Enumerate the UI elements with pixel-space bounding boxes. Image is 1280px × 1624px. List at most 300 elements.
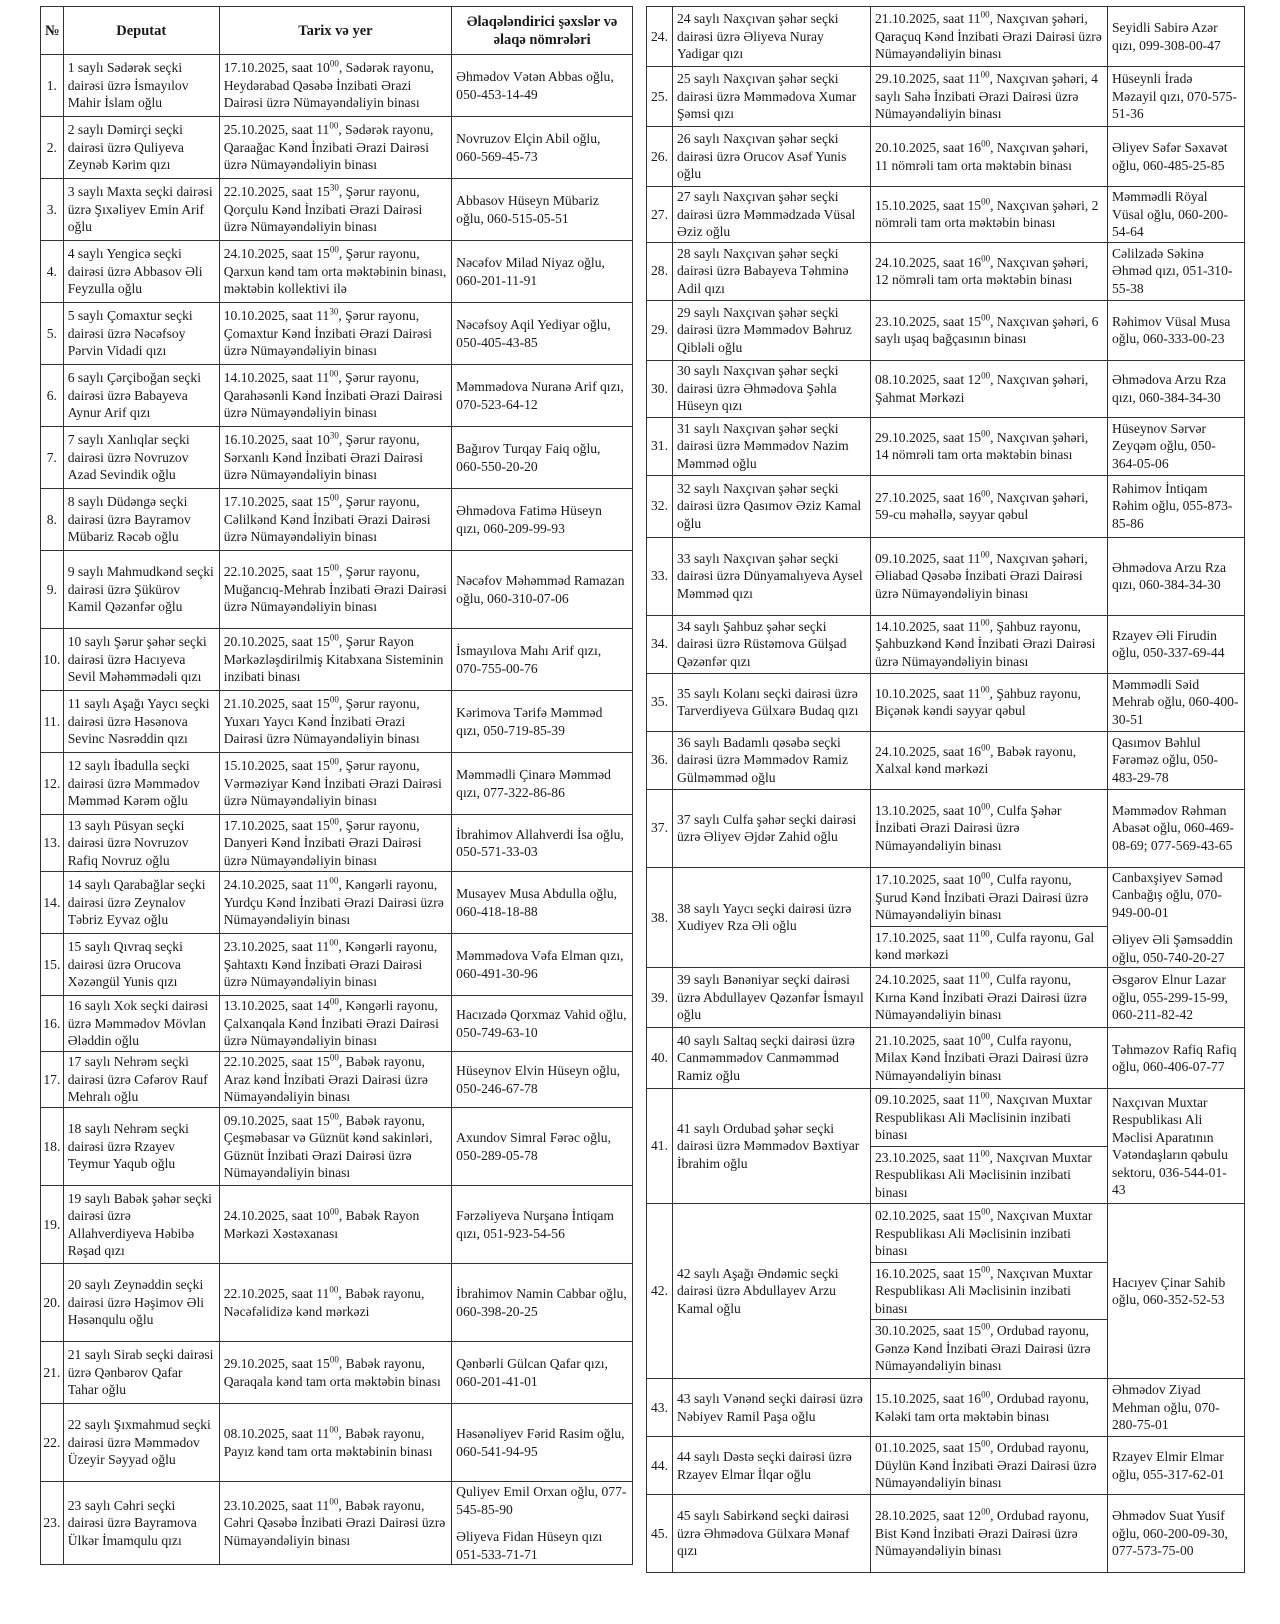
contact-cell: [1108, 1028, 1245, 1089]
contact-entry: Rzayev Elmir Elmar oğlu, 055-317-62-01: [1112, 1449, 1225, 1482]
date-place-cell: [871, 1379, 1108, 1437]
table-header-row: [41, 7, 633, 55]
time-minutes: 00: [981, 370, 991, 381]
row-number: 39.: [647, 968, 673, 1028]
place-text: , Ordubad rayonu, Kələki tam orta məktəbin binası: [875, 1391, 1090, 1424]
contact-entry: Cəlilzadə Səkinə Əhməd qızı, 051-310-55-38: [1112, 245, 1233, 296]
contact-cell: [452, 303, 633, 365]
date-place-entry: [875, 743, 1103, 778]
row-number: 32.: [647, 475, 673, 537]
contact-cell: [1108, 789, 1245, 867]
row-number: 12.: [41, 753, 64, 815]
date-place-cell: [219, 1482, 451, 1565]
place-text: , Culfa rayonu, Gal kənd mərkəzi: [875, 929, 1095, 962]
table-row: [647, 67, 1245, 127]
place-text: , Şərur rayonu, Vərməziyar Kənd İnzibati Ərazi Dairəsi üzrə Nümayəndəliyin binası: [223, 758, 442, 809]
table-row: [647, 475, 1245, 537]
time-minutes: 00: [981, 487, 991, 498]
date-place-entry: [875, 197, 1103, 232]
table-row: [647, 1204, 1245, 1379]
table-row: [41, 815, 633, 872]
contact-entry: Nəcəfov Məhəmməd Ramazan oğlu, 060-310-07-06: [456, 573, 625, 606]
time-minutes: 00: [329, 632, 339, 643]
row-number: 3.: [41, 179, 64, 241]
contact-entry: Rəhimov Vüsal Musa oğlu, 060-333-00-23: [1112, 313, 1231, 346]
date-place-entry: [224, 1053, 447, 1106]
date-time-text: 21.10.2025, saat 11: [875, 11, 981, 27]
deputy-cell: 16 saylı Xok seçki dairəsi üzrə Məmmədov Mövlan Ələddin oğlu: [63, 996, 219, 1052]
place-text: , Şərur rayonu, Qarahəsənli Kənd İnzibati Ərazi Dairəsi üzrə Nümayəndəliyin binası: [223, 370, 443, 421]
deputy-cell: 35 saylı Kolanı seçki dairəsi üzrə Tarverdiyeva Gülxarə Budaq qızı: [673, 673, 871, 731]
date-place-cell: [219, 1404, 451, 1482]
time-minutes: 00: [329, 694, 339, 705]
time-minutes: 00: [981, 1031, 991, 1042]
date-time-text: 14.10.2025, saat 11: [223, 370, 330, 386]
time-minutes: 00: [981, 870, 991, 881]
date-time-text: 08.10.2025, saat 12: [875, 372, 982, 387]
date-place-cell: [871, 1437, 1108, 1495]
date-place-cell: [871, 187, 1108, 243]
date-place-cell: [871, 867, 1108, 968]
place-text: , Ordubad rayonu, Gənzə Kənd İnzibati Ərazi Dairəsi üzrə Nümayəndəliyin binası: [875, 1323, 1091, 1374]
row-number: 16.: [41, 996, 64, 1052]
contact-entry: Əhmədova Fatimə Hüseyn qızı, 060-209-99-93: [456, 503, 602, 536]
contact-cell: [1108, 1437, 1245, 1495]
date-time-text: 17.10.2025, saat 10: [223, 60, 330, 76]
time-minutes: 00: [329, 1052, 339, 1063]
table-row: [647, 1028, 1245, 1089]
row-number: 15.: [41, 934, 64, 996]
table-row: [647, 417, 1245, 475]
time-minutes: 00: [329, 1496, 339, 1507]
date-place-entry: [875, 871, 1103, 924]
date-time-text: 10.10.2025, saat 11: [875, 685, 981, 701]
place-text: , Babək rayonu, Çeşməbasar və Güznüt kənd sakinləri, Güznüt İnzibati Ərazi Dairəsi üzrə Nümayəndəliyin binası: [223, 1112, 433, 1180]
date-place-cell: [219, 117, 451, 179]
date-time-text: 22.10.2025, saat 11: [223, 1286, 330, 1301]
deputy-cell: 21 saylı Sirab seçki dairəsi üzrə Qənbərov Qafar Tahar oğlu: [63, 1342, 219, 1404]
time-minutes: 00: [329, 816, 339, 827]
place-text: , Naxçıvan şəhəri, 2 nömrəli tam orta məktəbin binası: [875, 197, 1099, 231]
date-time-text: 09.10.2025, saat 11: [875, 550, 981, 566]
time-minutes: 00: [329, 58, 339, 69]
contact-entry: Rəhimov İntiqam Rəhim oğlu, 055-873-85-86: [1112, 480, 1233, 531]
contact-cell: [452, 551, 633, 629]
date-place-entry: [875, 254, 1103, 289]
date-time-text: 08.10.2025, saat 11: [223, 1426, 330, 1441]
row-number: 28.: [647, 242, 673, 300]
contact-entry: Əliyev Əli Şəmsəddin oğlu, 050-740-20-27: [1112, 932, 1233, 965]
table-row: [647, 7, 1245, 67]
place-text: , Naxçıvan şəhəri, 4 saylı Sahə İnzibati Ərazi Dairəsi üzrə Nümayəndəliyin binası: [875, 71, 1098, 122]
deputy-cell: 19 saylı Babək şəhər seçki dairəsi üzrə Allahverdiyeva Həbibə Rəşad qızı: [63, 1186, 219, 1264]
deputy-cell: 17 saylı Nehrəm seçki dairəsi üzrə Cəfərov Rauf Mehralı oğlu: [63, 1052, 219, 1108]
place-text: , Şahbuz rayonu, Biçənək kəndi səyyar qəbul: [875, 685, 1081, 718]
place-text: , Şərur Rayon Mərkəzləşdirilmiş Kitabxana Sisteminin inzibati binası: [223, 634, 444, 685]
deputy-cell: 18 saylı Nehrəm seçki dairəsi üzrə Rzayev Teymur Yaqub oğlu: [63, 1108, 219, 1186]
place-text: , Şərur rayonu, Danyeri Kənd İnzibati Ərazi Dairəsi üzrə Nümayəndəliyin binası: [223, 817, 422, 868]
contact-entry: Rzayev Əli Firudin oğlu, 050-337-69-44: [1112, 627, 1225, 660]
date-place-entry: [224, 1112, 447, 1182]
row-number: 23.: [41, 1482, 64, 1565]
place-text: , Şərur rayonu, Muğancıq-Mehrab İnzibati Ərazi Dairəsi üzrə Nümayəndəliyin binası: [223, 564, 447, 615]
date-place-cell: [871, 417, 1108, 475]
table-row: [647, 789, 1245, 867]
date-time-text: 17.10.2025, saat 15: [223, 817, 330, 833]
place-text: , Kəngərli rayonu, Yurdçu Kənd İnzibati Ərazi Dairəsi üzrə Nümayəndəliyin binası: [223, 877, 444, 928]
time-minutes: 00: [329, 1110, 339, 1121]
date-place-entry: [875, 685, 1103, 720]
place-text: , Naxçıvan şəhəri, 12 nömrəli tam orta məktəbin binası: [875, 254, 1089, 287]
contact-entry: Əhmədova Arzu Rza qızı, 060-384-34-30: [1112, 559, 1226, 592]
row-number: 42.: [647, 1204, 673, 1379]
place-text: , Babək Rayon Mərkəzi Xəstəxanası: [223, 1208, 420, 1241]
time-minutes: 00: [981, 741, 991, 752]
table-row: [41, 241, 633, 303]
contact-cell: [1108, 1379, 1245, 1437]
time-minutes: 00: [980, 69, 990, 80]
row-number: 13.: [41, 815, 64, 872]
date-time-text: 10.10.2025, saat 11: [223, 308, 330, 324]
place-text: , Babək rayonu, Araz kənd İnzibati Ərazi Dairəsi üzrə Nümayəndəliyin binası: [223, 1054, 428, 1105]
date-place-cell: [219, 1342, 451, 1404]
contact-cell: [1108, 187, 1245, 243]
date-place-cell: [219, 55, 451, 117]
table-row: [647, 1379, 1245, 1437]
contact-cell: [452, 1186, 633, 1264]
date-place-entry: [875, 429, 1103, 464]
place-text: , Şərur rayonu, Sərxanlı Kənd İnzibati Ərazi Dairəsi üzrə Nümayəndəliyin binası: [223, 432, 424, 483]
contact-entry: Naxçıvan Muxtar Respublikası Ali Məclisi Aparatının Vətəndaşların qəbulu sektoru, 036-544-01-43: [1112, 1094, 1228, 1197]
place-text: , Naxçıvan şəhəri, Əliabad Qəsəbə İnzibati Ərazi Dairəsi üzrə Nümayəndəliyin binası: [875, 550, 1088, 601]
row-number: 29.: [647, 300, 673, 360]
contact-cell: [1108, 360, 1245, 417]
contact-cell: [452, 55, 633, 117]
contact-cell: [1108, 673, 1245, 731]
row-number: 33.: [647, 537, 673, 615]
date-place-entry: [224, 1355, 447, 1390]
contact-entry: Hacızadə Qorxmaz Vahid oğlu, 050-749-63-10: [456, 1007, 627, 1040]
row-number: 25.: [647, 67, 673, 127]
contact-entry: Hacıyev Çinar Sahib oğlu, 060-352-52-53: [1112, 1274, 1226, 1307]
row-number: 11.: [41, 691, 64, 753]
deputy-cell: 34 saylı Şahbuz şəhər seçki dairəsi üzrə Rüstəmova Gülşad Qəzənfər qızı: [673, 615, 871, 673]
deputy-cell: 24 saylı Naxçıvan şəhər seçki dairəsi üzrə Əliyeva Nuray Yadigar qızı: [673, 7, 871, 67]
contact-entry: Məmmədova Vəfa Elman qızı, 060-491-30-96: [456, 948, 624, 981]
time-minutes: 00: [980, 1090, 990, 1101]
date-place-cell: [219, 241, 451, 303]
date-time-text: 23.10.2025, saat 11: [223, 1497, 330, 1513]
time-minutes: 00: [980, 617, 990, 628]
deputy-cell: 31 saylı Naxçıvan şəhər seçki dairəsi üzrə Məmmədov Nazim Məmməd oğlu: [673, 417, 871, 475]
time-minutes: 00: [981, 1264, 991, 1275]
contact-cell: [1108, 1204, 1245, 1379]
date-place-cell: [219, 629, 451, 691]
date-place-cell: [871, 673, 1108, 731]
deputy-cell: 26 saylı Naxçıvan şəhər seçki dairəsi üzrə Orucov Asəf Yunis oğlu: [673, 127, 871, 187]
contact-cell: [1108, 242, 1245, 300]
date-place-entry: [875, 70, 1103, 123]
date-place-entry: [224, 563, 447, 616]
row-number: 45.: [647, 1495, 673, 1573]
time-minutes: 00: [329, 244, 339, 255]
date-place-entry: [224, 1285, 447, 1320]
date-time-text: 22.10.2025, saat 15: [223, 1054, 330, 1070]
date-place-entry: [224, 633, 447, 686]
date-time-text: 24.10.2025, saat 10: [223, 1208, 330, 1223]
table-row: [647, 300, 1245, 360]
place-text: , Şərur rayonu, Cəlilkənd Kənd İnzibati Ərazi Dairəsi üzrə Nümayəndəliyin binası: [223, 494, 431, 545]
date-place-cell: [871, 360, 1108, 417]
contact-cell: [452, 241, 633, 303]
contact-cell: [452, 1342, 633, 1404]
time-minutes: 30: [329, 182, 339, 193]
date-time-text: 28.10.2025, saat 12: [875, 1508, 982, 1524]
deputy-cell: 27 saylı Naxçıvan şəhər seçki dairəsi üzrə Məmmədzadə Vüsal Əziz oğlu: [673, 187, 871, 243]
date-time-text: 24.10.2025, saat 11: [223, 877, 330, 893]
date-place-entry: [875, 313, 1103, 348]
date-time-text: 23.10.2025, saat 11: [875, 1149, 981, 1165]
date-place-entry: [871, 926, 1107, 964]
contact-entry: Məmmədov Rəhman Abasət oğlu, 060-469-08-69; 077-569-43-65: [1112, 802, 1234, 853]
row-number: 14.: [41, 872, 64, 934]
contact-cell: [452, 629, 633, 691]
date-place-entry: [875, 802, 1103, 855]
contact-cell: [452, 872, 633, 934]
date-place-cell: [871, 127, 1108, 187]
contact-cell: [452, 1482, 633, 1565]
date-place-cell: [219, 934, 451, 996]
contact-cell: [452, 117, 633, 179]
deputy-cell: 37 saylı Culfa şəhər seçki dairəsi üzrə Əliyev Əjdər Zahid oğlu: [673, 789, 871, 867]
date-time-text: 27.10.2025, saat 16: [875, 489, 982, 505]
date-time-text: 01.10.2025, saat 15: [875, 1440, 982, 1456]
place-text: , Culfa Şəhər İnzibati Ərazi Dairəsi üzrə Nümayəndəliyin binası: [875, 802, 1062, 853]
date-place-entry: [224, 817, 447, 870]
date-place-entry: [871, 1319, 1107, 1375]
date-place-cell: [871, 300, 1108, 360]
table-row: [647, 127, 1245, 187]
row-number: 27.: [647, 187, 673, 243]
contact-entry: Məmmədli Çinarə Məmməd qızı, 077-322-86-86: [456, 767, 611, 800]
contact-cell: [1108, 300, 1245, 360]
row-number: 21.: [41, 1342, 64, 1404]
table-row: [41, 365, 633, 427]
contact-entry: Qasımov Bəhlul Fərəməz oğlu, 050-483-29-78: [1112, 734, 1219, 785]
date-place-entry: [224, 1207, 447, 1242]
table-row: [41, 1264, 633, 1342]
table-row: [647, 1437, 1245, 1495]
time-minutes: 00: [329, 562, 339, 573]
table-row: [41, 1186, 633, 1264]
place-text: , Naxçıvan şəhəri, Şahmat Mərkəzi: [875, 372, 1089, 405]
date-place-entry: [224, 369, 447, 422]
place-text: , Naxçıvan Muxtar Respublikası Ali Məclisinin inzibati binası: [875, 1092, 1092, 1142]
row-number: 38.: [647, 867, 673, 968]
date-time-text: 17.10.2025, saat 15: [223, 494, 330, 510]
row-number: 17.: [41, 1052, 64, 1108]
date-place-entry: [875, 139, 1103, 174]
table-row: [41, 1482, 633, 1565]
date-time-text: 17.10.2025, saat 11: [875, 929, 981, 945]
contact-cell: [452, 934, 633, 996]
date-place-cell: [219, 753, 451, 815]
time-minutes: 00: [329, 1424, 339, 1435]
place-text: , Babək rayonu, Qaraqala kənd tam orta məktəbin binası: [223, 1356, 441, 1389]
deputy-cell: 43 saylı Vənənd seçki dairəsi üzrə Nəbiyev Ramil Paşa oğlu: [673, 1379, 871, 1437]
row-number: 40.: [647, 1028, 673, 1089]
date-place-entry: [875, 1439, 1103, 1492]
header-deputy: Deputat: [63, 7, 219, 55]
date-place-cell: [219, 1052, 451, 1108]
table-row: [647, 1495, 1245, 1573]
contact-cell: [452, 815, 633, 872]
date-time-text: 22.10.2025, saat 15: [223, 184, 330, 200]
deputy-cell: 32 saylı Naxçıvan şəhər seçki dairəsi üzrə Qasımov Əziz Kamal oğlu: [673, 475, 871, 537]
time-minutes: 00: [981, 252, 991, 263]
date-place-cell: [219, 1186, 451, 1264]
date-place-cell: [871, 67, 1108, 127]
contact-entry: Əhmədov Suat Yusif oğlu, 060-200-09-30, 077-573-75-00: [1112, 1508, 1228, 1559]
date-time-text: 30.10.2025, saat 15: [875, 1323, 982, 1339]
date-place-cell: [871, 7, 1108, 67]
place-text: , Şərur rayonu, Çomaxtur Kənd İnzibati Ərazi Dairəsi üzrə Nümayəndəliyin binası: [223, 308, 433, 359]
date-place-cell: [219, 996, 451, 1052]
contact-cell: [452, 365, 633, 427]
contact-cell: [452, 753, 633, 815]
date-time-text: 15.10.2025, saat 16: [875, 1391, 982, 1406]
date-place-entry: [224, 997, 447, 1050]
deputy-cell: 39 saylı Bənəniyar seçki dairəsi üzrə Abdullayev Qəzənfər İsmayıl oğlu: [673, 968, 871, 1028]
table-row: [41, 427, 633, 489]
date-time-text: 17.10.2025, saat 10: [875, 872, 982, 887]
time-minutes: 00: [329, 1354, 339, 1365]
row-number: 36.: [647, 731, 673, 789]
date-place-entry: [224, 1425, 447, 1460]
date-place-cell: [219, 551, 451, 629]
contact-cell: [452, 427, 633, 489]
place-text: , Babək rayonu, Payız kənd tam orta məktəbinin binası: [223, 1426, 433, 1459]
table-row: [41, 691, 633, 753]
table-row: [647, 242, 1245, 300]
contact-entry: İsmayılova Mahı Arif qızı, 070-755-00-76: [456, 643, 602, 676]
contact-entry: İbrahimov Namin Cabbar oğlu, 060-398-20-25: [456, 1286, 627, 1319]
date-place-entry: [871, 1146, 1107, 1202]
place-text: , Babək rayonu, Nəcəfəlidizə kənd mərkəzi: [223, 1286, 425, 1319]
row-number: 4.: [41, 241, 64, 303]
row-number: 10.: [41, 629, 64, 691]
row-number: 34.: [647, 615, 673, 673]
time-minutes: 00: [980, 9, 990, 20]
time-minutes: 00: [329, 875, 339, 886]
deputy-cell: 10 saylı Şərur şəhər seçki dairəsi üzrə Hacıyeva Sevil Məhəmmədəli qızı: [63, 629, 219, 691]
date-place-cell: [219, 815, 451, 872]
place-text: , Naxçıvan şəhəri, 11 nömrəli tam orta məktəbin binası: [875, 140, 1089, 173]
table-row: [41, 179, 633, 241]
date-place-entry: [875, 489, 1103, 524]
place-text: , Kəngərli rayonu, Şahtaxtı Kənd İnzibati Ərazi Dairəsi üzrə Nümayəndəliyin binası: [223, 939, 438, 990]
deputy-cell: 3 saylı Maxta seçki dairəsi üzrə Şıxəliyev Emin Arif oğlu: [63, 179, 219, 241]
date-place-entry: [224, 59, 447, 112]
contact-entry: Nəcəfsoy Aqil Yediyar oğlu, 050-405-43-85: [456, 317, 611, 350]
row-number: 41.: [647, 1089, 673, 1204]
row-number: 22.: [41, 1404, 64, 1482]
contact-entry: Əhmədov Vətən Abbas oğlu, 050-453-14-49: [456, 69, 614, 102]
date-place-entry: [224, 183, 447, 236]
time-minutes: 00: [981, 1438, 991, 1449]
date-place-cell: [871, 1089, 1108, 1204]
contact-entry: Axundov Simral Fərəc oğlu, 050-289-05-78: [456, 1130, 611, 1163]
contact-cell: [1108, 867, 1245, 968]
contact-entry: Seyidli Sabirə Azər qızı, 099-308-00-47: [1112, 20, 1221, 53]
date-time-text: 29.10.2025, saat 15: [875, 429, 982, 445]
table-row: [647, 673, 1245, 731]
contact-cell: [452, 179, 633, 241]
table-row: [41, 753, 633, 815]
time-minutes: 00: [980, 1147, 990, 1158]
place-text: , Ordubad rayonu, Bist Kənd İnzibati Ərazi Dairəsi üzrə Nümayəndəliyin binası: [875, 1508, 1090, 1559]
contact-cell: [1108, 1495, 1245, 1573]
date-place-cell: [871, 242, 1108, 300]
table-row: [41, 1342, 633, 1404]
deputy-cell: 25 saylı Naxçıvan şəhər seçki dairəsi üzrə Məmmədova Xumar Şəmsi qızı: [673, 67, 871, 127]
time-minutes: 00: [329, 996, 339, 1007]
deputy-cell: 15 saylı Qıvraq seçki dairəsi üzrə Orucova Xəzəngül Yunis qızı: [63, 934, 219, 996]
place-text: , Culfa rayonu, Şurud Kənd İnzibati Ərazi Dairəsi üzrə Nümayəndəliyin binası: [875, 872, 1089, 922]
deputy-cell: 1 saylı Sədərək seçki dairəsi üzrə İsmayılov Mahir İslam oğlu: [63, 55, 219, 117]
table-row: [647, 867, 1245, 968]
time-minutes: 00: [981, 801, 991, 812]
date-place-cell: [219, 1108, 451, 1186]
contact-entry: Bağırov Turqay Faiq oğlu, 060-550-20-20: [456, 441, 601, 474]
contact-entry: Canbaxşiyev Səməd Canbağış oğlu, 070-949-00-01: [1112, 869, 1223, 920]
date-time-text: 24.10.2025, saat 16: [875, 254, 982, 270]
date-time-text: 21.10.2025, saat 10: [875, 1032, 982, 1048]
date-place-cell: [219, 1264, 451, 1342]
contact-entry: Təhməzov Rafiq Rafiq oğlu, 060-406-07-77: [1112, 1041, 1237, 1074]
date-place-entry: [875, 371, 1103, 406]
deputy-cell: 44 saylı Dəstə seçki dairəsi üzrə Rzayev Elmar İlqar oğlu: [673, 1437, 871, 1495]
table-row: [41, 629, 633, 691]
deputy-cell: 5 saylı Çomaxtur seçki dairəsi üzrə Nəcəfsoy Pərvin Vidadi qızı: [63, 303, 219, 365]
place-text: , Ordubad rayonu, Düylün Kənd İnzibati Ərazi Dairəsi üzrə Nümayəndəliyin binası: [875, 1440, 1097, 1491]
date-time-text: 16.10.2025, saat 10: [223, 432, 330, 448]
date-place-cell: [871, 1495, 1108, 1573]
left-table-column: [40, 6, 633, 1565]
time-minutes: 00: [980, 927, 990, 938]
date-place-entry: [875, 1091, 1103, 1144]
row-number: 1.: [41, 55, 64, 117]
contact-entry: Əhmədova Arzu Rza qızı, 060-384-34-30: [1112, 372, 1226, 405]
date-time-text: 15.10.2025, saat 15: [223, 758, 330, 774]
row-number: 31.: [647, 417, 673, 475]
contact-cell: [452, 1404, 633, 1482]
date-place-entry: [875, 550, 1103, 603]
deputy-cell: 22 saylı Şıxmahmud seçki dairəsi üzrə Məmmədov Üzeyir Səyyad oğlu: [63, 1404, 219, 1482]
header-date-place: Tarix və yer: [219, 7, 451, 55]
row-number: 30.: [647, 360, 673, 417]
table-row: [647, 615, 1245, 673]
place-text: , Kəngərli rayonu, Çalxanqala Kənd İnzibati Ərazi Dairəsi üzrə Nümayəndəliyin binası: [223, 998, 439, 1049]
date-place-entry: [875, 1032, 1103, 1085]
contact-entry: Musayev Musa Abdulla oğlu, 060-418-18-88: [456, 886, 618, 919]
date-time-text: 23.10.2025, saat 11: [223, 939, 330, 955]
date-time-text: 22.10.2025, saat 15: [223, 564, 330, 580]
table-row: [41, 551, 633, 629]
contact-entry: Hüseynov Elvin Hüseyn oğlu, 050-246-67-78: [456, 1063, 621, 1096]
place-text: , Sədərək rayonu, Heydərabad Qəsəbə İnzibati Ərazi Dairəsi üzrə Nümayəndəliyin binası: [223, 60, 434, 111]
deputy-cell: 2 saylı Dəmirçi seçki dairəsi üzrə Quliyeva Zeynəb Kərim qızı: [63, 117, 219, 179]
